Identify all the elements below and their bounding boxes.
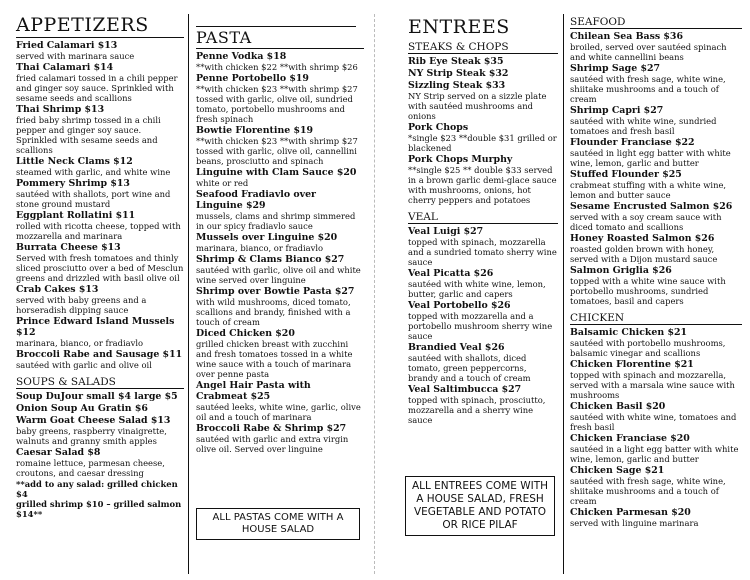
menu-item-name: Veal Picatta $26 (408, 268, 494, 279)
menu-item (16, 178, 184, 209)
menu-item-description: served with marinara sauce (16, 51, 135, 61)
chicken-list (570, 327, 742, 528)
menu-item-name: Broccoli Rabe and Sausage $11 (16, 349, 183, 360)
menu-item-description: **with chicken $23 **with shrimp $27 tossed with garlic, olive oil, sundried tomato, portobello mushrooms and fresh spinach (196, 84, 358, 124)
menu-item-name: Shrimp & Clams Bianco $27 (196, 254, 345, 265)
menu-item-description: fried baby shrimp tossed in a chili pepper and ginger soy sauce. Sprinkled with sesame seeds and scallions (16, 115, 161, 155)
menu-item (196, 423, 364, 454)
menu-item (196, 125, 364, 166)
menu-item-description: topped with mozzarella and a portobello mushroom sherry wine sauce (408, 311, 553, 341)
menu-item-name: Bowtie Florentine $19 (196, 125, 314, 136)
vertical-divider-2 (374, 14, 375, 574)
menu-item-description: broiled, served over sautéed spinach and white cannellini beans (570, 42, 727, 62)
menu-item (408, 68, 558, 79)
menu-item (16, 284, 184, 315)
pasta-note: ALL PASTAS COME WITH A HOUSE SALAD (196, 508, 360, 540)
menu-item-description: baby greens, raspberry vinaigrette, walnuts and granny smith apples (16, 426, 167, 446)
menu-item (16, 316, 184, 348)
menu-item (408, 384, 558, 425)
menu-item (196, 189, 364, 231)
menu-item (570, 465, 742, 506)
menu-item-description: sautéed in a light egg batter with white wine, lemon, garlic and butter (570, 444, 739, 464)
menu-item (570, 359, 742, 400)
menu-item (16, 415, 184, 446)
menu-item (16, 210, 184, 241)
menu-item-name: Chicken Franciase $20 (570, 433, 690, 444)
menu-item (408, 226, 558, 267)
chicken-title: CHICKEN (570, 312, 742, 325)
entrees-note: ALL ENTREES COME WITH A HOUSE SALAD, FRESH VEGETABLE AND POTATO OR RICE PILAF (405, 476, 555, 536)
menu-item (408, 154, 558, 205)
menu-item (570, 401, 742, 432)
column-seafood (570, 0, 742, 529)
menu-item-name: Salmon Griglia $26 (570, 265, 672, 276)
menu-item (196, 232, 364, 253)
menu-item-name: Caesar Salad $8 (16, 447, 101, 458)
menu-item-name: Mussels over Linguine $20 (196, 232, 338, 243)
menu-item-description: marinara, bianco, or fradiavlo (196, 243, 324, 253)
menu-item-name: NY Strip Steak $32 (408, 68, 509, 79)
menu-item-name: Chicken Florentine $21 (570, 359, 694, 370)
menu-item-description: romaine lettuce, parmesan cheese, croutons, and caesar dressing (16, 458, 165, 478)
menu-item-name: Seafood Fradiavlo over Linguine $29 (196, 189, 316, 211)
menu-item (16, 403, 184, 414)
menu-item-name: Chicken Parmesan $20 (570, 507, 691, 518)
menu-item-name: Soup DuJour small $4 large $5 (16, 391, 178, 402)
menu-item-name: Angel Hair Pasta with Crabmeat $25 (196, 380, 311, 402)
menu-item-description: topped with spinach, prosciutto, mozzarella and a sherry wine sauce (408, 395, 546, 425)
menu-item (16, 349, 184, 370)
menu-item-name: Balsamic Chicken $21 (570, 327, 688, 338)
menu-item (196, 51, 364, 72)
menu-item (16, 104, 184, 155)
veal-list (408, 226, 558, 425)
menu-item (570, 169, 742, 200)
seafood-list (570, 31, 742, 306)
menu-item (196, 286, 364, 327)
menu-item (570, 31, 742, 62)
menu-item-name: Rib Eye Steak $35 (408, 56, 504, 67)
menu-item (408, 268, 558, 299)
menu-item-name: Chilean Sea Bass $36 (570, 31, 683, 42)
menu-item-name: Eggplant Rollatini $11 (16, 210, 136, 221)
menu-item (570, 105, 742, 136)
menu-item-name: Chicken Basil $20 (570, 401, 666, 412)
appetizers-list (16, 40, 184, 370)
menu-item (196, 73, 364, 124)
menu-item-description: crabmeat stuffing with a white wine, lemon and butter sauce (570, 180, 727, 200)
menu-item (16, 242, 184, 283)
menu-item (570, 327, 742, 358)
menu-item (570, 265, 742, 306)
menu-item-description: sautéed leeks, white wine, garlic, olive oil and a touch of marinara (196, 402, 361, 422)
menu-item-name: Veal Portobello $26 (408, 300, 511, 311)
menu-item-description: topped with spinach, mozzarella and a sundried tomato sherry wine sauce (408, 237, 557, 267)
menu-item (570, 137, 742, 168)
menu-item (196, 254, 364, 285)
menu-item-name: Veal Luigi $27 (408, 226, 484, 237)
menu-item-name: Prince Edward Island Mussels $12 (16, 316, 175, 338)
menu-item-name: Honey Roasted Salmon $26 (570, 233, 715, 244)
menu-item-description: sautéed with shallots, port wine and stone ground mustard (16, 189, 171, 209)
menu-item (196, 328, 364, 379)
menu-item-description: sautéed with garlic, olive oil and white wine served over linguine (196, 265, 361, 285)
menu-item-description: Served with fresh tomatoes and thinly sliced prosciutto over a bed of Mesclun greens and drizzled with basil olive oil (16, 253, 184, 283)
menu-item (408, 122, 558, 153)
steaks-list (408, 56, 558, 205)
menu-item-name: Shrimp over Bowtie Pasta $27 (196, 286, 355, 297)
menu-item-description: NY Strip served on a sizzle plate with sautéed mushrooms and onions (408, 91, 547, 121)
menu-item-name: Sizzling Steak $33 (408, 80, 506, 91)
menu-item-name: Pork Chops (408, 122, 469, 133)
menu-item-description: topped with spinach and mozzarella, served with a marsala wine sauce with mushrooms (570, 370, 735, 400)
menu-item (408, 342, 558, 383)
soups-title: SOUPS & SALADS (16, 376, 184, 389)
entrees-title: ENTREES (408, 16, 510, 38)
menu-item-name: Thai Shrimp $13 (16, 104, 105, 115)
menu-item-description: roasted golden brown with honey, served with a Dijon mustard sauce (570, 244, 718, 264)
menu-item-name: Penne Vodka $18 (196, 51, 287, 62)
menu-item-description: topped with a white wine sauce with portobello mushrooms, sundried tomatoes, basil and capers (570, 276, 726, 306)
menu-item-name: Onion Soup Au Gratin $6 (16, 403, 148, 414)
menu-item-description: **with chicken $22 **with shrimp $26 (196, 62, 358, 72)
menu-item (408, 56, 558, 67)
menu-item (16, 447, 184, 478)
menu-item-name: Linguine with Clam Sauce $20 (196, 167, 357, 178)
menu-item-description: **single $25 ** double $33 served in a brown garlic demi-glace sauce with mushrooms, onions, hot cherry peppers and potatoes (408, 165, 557, 205)
menu-item-description: steamed with garlic, and white wine (16, 167, 171, 177)
menu-item-name: Little Neck Clams $12 (16, 156, 133, 167)
menu-item-description: rolled with ricotta cheese, topped with mozzarella and marinara (16, 221, 181, 241)
menu-item (570, 63, 742, 104)
menu-item (570, 233, 742, 264)
menu-item-name: Thai Calamari $14 (16, 62, 114, 73)
menu-item (570, 201, 742, 232)
menu-item (16, 156, 184, 177)
seafood-title: SEAFOOD (570, 16, 742, 29)
menu-item-name: Sesame Encrusted Salmon $26 (570, 201, 733, 212)
menu-item-description: sautéed with white wine, tomatoes and fresh basil (570, 412, 737, 432)
menu-item-description: mussels, clams and shrimp simmered in our spicy fradiavlo sauce (196, 211, 356, 231)
top-divider (196, 26, 356, 27)
menu-item-name: Pork Chops Murphy (408, 154, 513, 165)
pasta-title: PASTA (196, 28, 364, 49)
menu-item-description: sautéed with white wine, lemon, butter, garlic and capers (408, 279, 546, 299)
menu-item (16, 40, 184, 61)
menu-item-description: sautéed with garlic and extra virgin olive oil. Served over linguine (196, 434, 349, 454)
menu-item-description: served with a soy cream sauce with diced tomato and scallions (570, 212, 722, 232)
menu-item-description: grilled chicken breast with zucchini and fresh tomatoes tossed in a white wine sauce with a touch of marinara over penne pasta (196, 339, 353, 379)
menu-item-description: white or red (196, 178, 249, 188)
menu-item (196, 167, 364, 188)
soups-list (16, 391, 184, 478)
pasta-list (196, 51, 364, 454)
menu-item-name: Diced Chicken $20 (196, 328, 295, 339)
menu-item-description: sautéed with fresh sage, white wine, shiitake mushrooms and a touch of cream (570, 74, 726, 104)
column-appetizers (16, 0, 184, 519)
salad-addon-2: grilled shrimp $10 – grilled salmon $14** (16, 499, 182, 519)
menu-item (196, 380, 364, 422)
menu-item (570, 507, 742, 528)
column-pasta (196, 0, 364, 455)
menu-item-description: *single $23 **double $31 grilled or blackened (408, 133, 557, 153)
menu-item-name: Burrata Cheese $13 (16, 242, 121, 253)
menu-item-name: Veal Saltimbucca $27 (408, 384, 522, 395)
veal-title: VEAL (408, 211, 558, 224)
menu-item-name: Shrimp Sage $27 (570, 63, 661, 74)
menu-item-description: sautéed with portobello mushrooms, balsamic vinegar and scallions (570, 338, 726, 358)
menu-item-name: Penne Portobello $19 (196, 73, 309, 84)
menu-item-name: Flounder Franciase $22 (570, 137, 695, 148)
menu-item-description: marinara, bianco, or fradiavlo (16, 338, 144, 348)
menu-item-name: Warm Goat Cheese Salad $13 (16, 415, 171, 426)
menu-item-description: sautéed with garlic and olive oil (16, 360, 152, 370)
menu-item-name: Stuffed Flounder $25 (570, 169, 682, 180)
vertical-divider-1 (188, 14, 189, 574)
vertical-divider-3 (563, 14, 564, 574)
menu-item-name: Chicken Sage $21 (570, 465, 665, 476)
menu-item (570, 433, 742, 464)
menu-item-description: **with chicken $23 **with shrimp $27 tossed with garlic, olive oil, cannellini beans, prosciutto and spinach (196, 136, 358, 166)
menu-item-name: Shrimp Capri $27 (570, 105, 664, 116)
menu-item-description: sautéed with shallots, diced tomato, green peppercorns, brandy and a touch of cream (408, 353, 531, 383)
menu-item (16, 62, 184, 103)
menu-item-name: Pommery Shrimp $13 (16, 178, 130, 189)
menu-item-description: sautéed in light egg batter with white wine, lemon, garlic and butter (570, 148, 731, 168)
appetizers-title: APPETIZERS (16, 14, 184, 38)
menu-item-description: sautéed with white wine, sundried tomatoes and fresh basil (570, 116, 717, 136)
salad-addon-1: **add to any salad: grilled chicken $4 (16, 479, 178, 499)
menu-item-name: Broccoli Rabe & Shrimp $27 (196, 423, 347, 434)
column-entrees (408, 0, 558, 426)
menu-item-description: served with linguine marinara (570, 518, 699, 528)
steaks-title: STEAKS & CHOPS (408, 41, 558, 54)
menu-item (408, 300, 558, 341)
menu-item-description: with wild mushrooms, diced tomato, scallions and brandy, finished with a touch of cream (196, 297, 351, 327)
menu-item-name: Brandied Veal $26 (408, 342, 505, 353)
menu-item-description: sautéed with fresh sage, white wine, shiitake mushrooms and a touch of cream (570, 476, 726, 506)
menu-item-description: fried calamari tossed in a chili pepper and ginger soy sauce. Sprinkled with sesame seeds and scallions (16, 73, 178, 103)
menu-item (408, 80, 558, 121)
menu-item-name: Fried Calamari $13 (16, 40, 118, 51)
menu-item-description: served with baby greens and a horseradish dipping sauce (16, 295, 147, 315)
menu-item (16, 391, 184, 402)
menu-item-name: Crab Cakes $13 (16, 284, 99, 295)
